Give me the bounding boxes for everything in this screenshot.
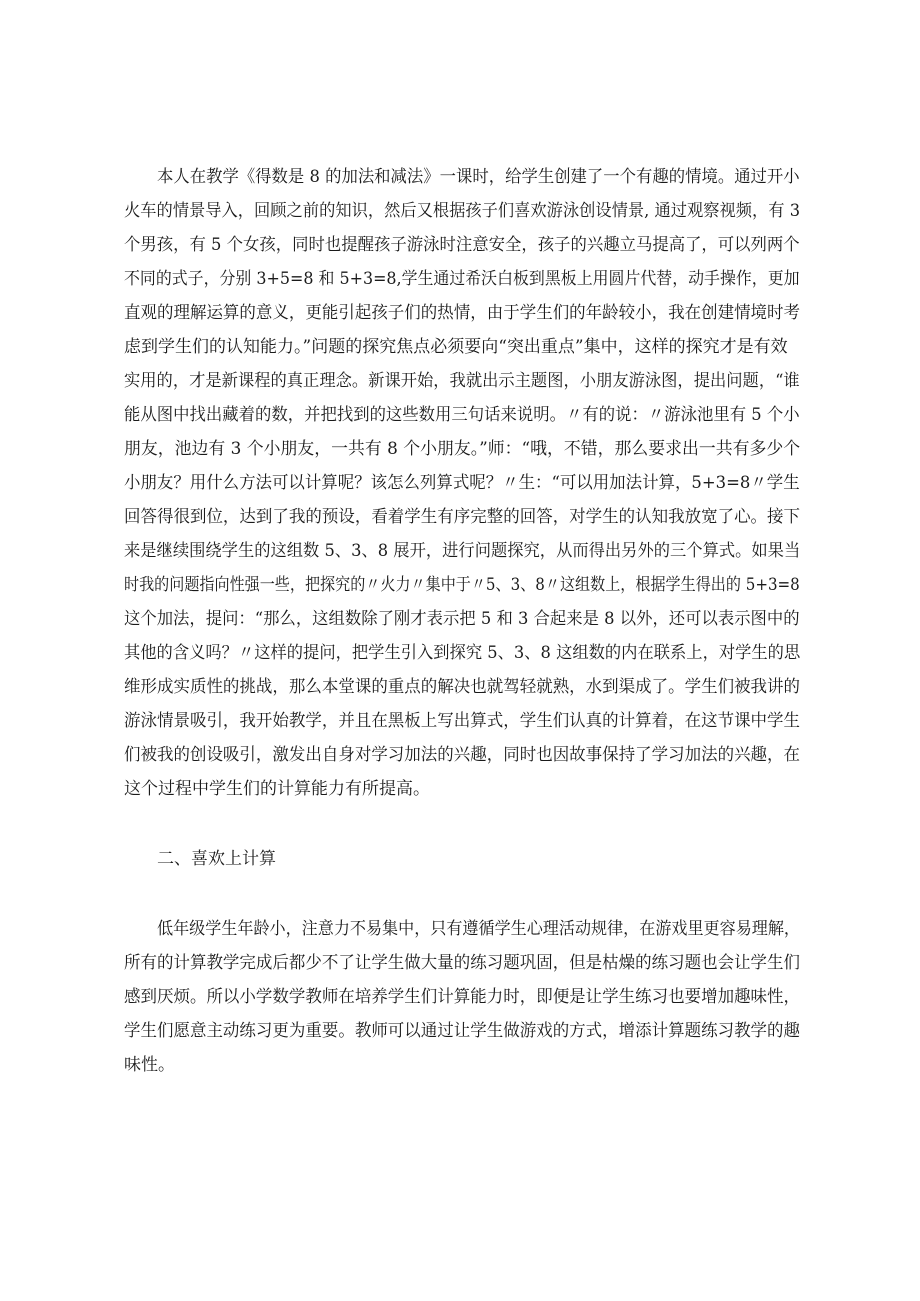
paragraph-2-line: 所有的计算教学完成后都少不了让学生做大量的练习题巩固，但是枯燥的练习题也会让学生们 (124, 953, 801, 973)
paragraph-1-line: 朋友，池边有 3 个小朋友，一共有 8 个小朋友。”师：“哦，不错，那么要求出一共有多少个 (124, 439, 801, 459)
paragraph-1-line: 游泳情景吸引，我开始教学，并且在黑板上写出算式，学生们认真的计算着，在这节课中学生 (124, 711, 801, 731)
paragraph-1-line: 虑到学生们的认知能力。”问题的探究焦点必须要向“突出重点”集中，这样的探究才是有效 (124, 337, 788, 357)
paragraph-1-line: 小朋友？用什么方法可以计算呢？该怎么列算式呢？〃生：“可以用加法计算，5+3=8〃学生 (124, 473, 800, 493)
paragraph-1-line: 能从图中找出藏着的数，并把找到的这些数用三句话来说明。〃有的说：〃游泳池里有 5 个小 (124, 405, 800, 425)
section-heading: 二、喜欢上计算 (157, 849, 276, 869)
paragraph-1-line: 这个加法，提问：“那么，这组数除了刚才表示把 5 和 3 合起来是 8 以外，还可以表示图中的 (124, 609, 800, 629)
paragraph-1-line: 维形成实质性的挑战，那么本堂课的重点的解决也就驾轻就熟，水到渠成了。学生们被我讲的 (124, 677, 801, 697)
paragraph-1-line: 火车的情景导入，回顾之前的知识，然后又根据孩子们喜欢游泳创设情景, 通过观察视频，有 3 (124, 201, 801, 221)
paragraph-2-line: 学生们愿意主动练习更为重要。教师可以通过让学生做游戏的方式，增添计算题练习教学的趣 (124, 1021, 801, 1041)
paragraph-1-line: 这个过程中学生们的计算能力有所提高。 (124, 779, 430, 799)
paragraph-2-line: 低年级学生年龄小，注意力不易集中，只有遵循学生心理活动规律，在游戏里更容易理解， (157, 919, 801, 939)
paragraph-1-line: 直观的理解运算的意义，更能引起孩子们的热情，由于学生们的年龄较小，我在创建情境时考 (124, 303, 801, 323)
paragraph-1-line: 其他的含义吗？〃这样的提问，把学生引入到探究 5、3、8 这组数的内在联系上，对学生的思 (124, 643, 801, 663)
paragraph-1-line: 们被我的创设吸引，激发出自身对学习加法的兴趣，同时也因故事保持了学习加法的兴趣，在 (124, 745, 801, 765)
paragraph-2-line: 味性。 (124, 1055, 175, 1075)
paragraph-1-line: 本人在教学《得数是 8 的加法和减法》一课时，给学生创建了一个有趣的情境。通过开小 (157, 167, 800, 187)
paragraph-1-line: 时我的问题指向性强一些，把探究的〃火力〃集中于〃5、3、8〃这组数上，根据学生得出的 5+3=8 (124, 575, 800, 595)
paragraph-1-line: 个男孩，有 5 个女孩，同时也提醒孩子游泳时注意安全，孩子的兴趣立马提高了，可以列两个 (124, 235, 800, 255)
paragraph-2-line: 感到厌烦。所以小学数学教师在培养学生们计算能力时，即便是让学生练习也要增加趣味性， (124, 987, 801, 1007)
paragraph-1-line: 实用的，才是新课程的真正理念。新课开始，我就出示主题图，小朋友游泳图，提出问题，“谁 (124, 371, 800, 391)
paragraph-1-line: 回答得很到位，达到了我的预设，看着学生有序完整的回答，对学生的认知我放宽了心。接下 (124, 507, 801, 527)
paragraph-1-line: 来是继续围绕学生的这组数 5、3、8 展开，进行问题探究，从而得出另外的三个算式。如果当 (124, 541, 801, 561)
paragraph-1-line: 不同的式子，分别 3+5=8 和 5+3=8,学生通过希沃白板到黑板上用圆片代替，动手操作，更加 (124, 269, 800, 289)
